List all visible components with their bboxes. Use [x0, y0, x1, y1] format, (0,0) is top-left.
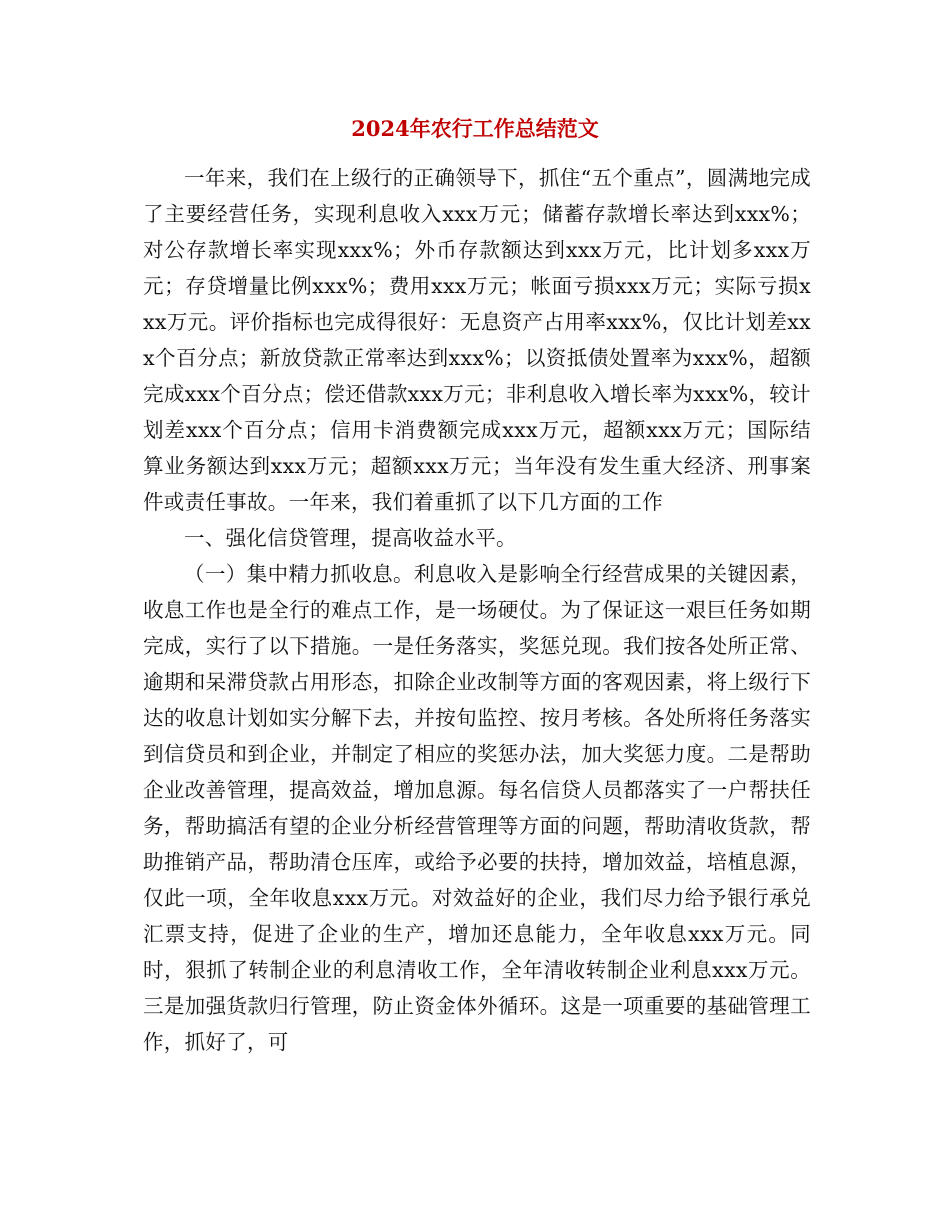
paragraph-interest-collection: （一）集中精力抓收息。利息收入是影响全行经营成果的关键因素，收息工作也是全行的难点工作，是一场硬仗。为了保证这一艰巨任务如期完成，实行了以下措施。一是任务落实，奖惩兑现。我们按各处所正常、逾期和呆滞贷款占用形态，扣除企业改制等方面的客观因素，将上级行下达的收息计划如实分解下去，并按旬监控、按月考核。各处所将任务落实到信贷员和到企业，并制定了相应的奖惩办法，加大奖惩力度。二是帮助企业改善管理，提高效益，增加息源。每名信贷人员都落实了一户帮扶任务，帮助搞活有望的企业分析经营管理等方面的问题，帮助清收货款，帮助推销产品，帮助清仓压库，或给予必要的扶持，增加效益，培植息源，仅此一项，全年收息xxx万元。对效益好的企业，我们尽力给予银行承兑汇票支持，促进了企业的生产，增加还息能力，全年收息xxx万元。同时，狠抓了转制企业的利息清收工作，全年清收转制企业利息xxx万元。三是加强货款归行管理，防止资金体外循环。这是一项重要的基础管理工作，抓好了，可 — [143, 562, 811, 1054]
document-body — [143, 160, 811, 1060]
section-heading: 一、强化信贷管理，提高收益水平。 — [184, 526, 517, 550]
paragraph-summary: 一年来，我们在上级行的正确领导下，抓住“五个重点”，圆满地完成了主要经营任务，实现利息收入xxx万元；储蓄存款增长率达到xxx%；对公存款增长率实现xxx%；外币存款额达到xxx万元，比计划多xxx万元；存贷增量比例xxx%；费用xxx万元；帐面亏损xxx万元；实际亏损xxx万元。评价指标也完成得很好：无息资产占用率xxx%，仅比计划差xxx个百分点；新放贷款正常率达到xxx%；以资抵债处置率为xxx%，超额完成xxx个百分点；偿还借款xxx万元；非利息收入增长率为xxx%，较计划差xxx个百分点；信用卡消费额完成xxx万元，超额xxx万元；国际结算业务额达到xxx万元；超额xxx万元；当年没有发生重大经济、刑事案件或责任事故。一年来，我们着重抓了以下几方面的工作 — [143, 166, 811, 514]
document-title: 2024年农行工作总结范文 — [351, 116, 599, 141]
